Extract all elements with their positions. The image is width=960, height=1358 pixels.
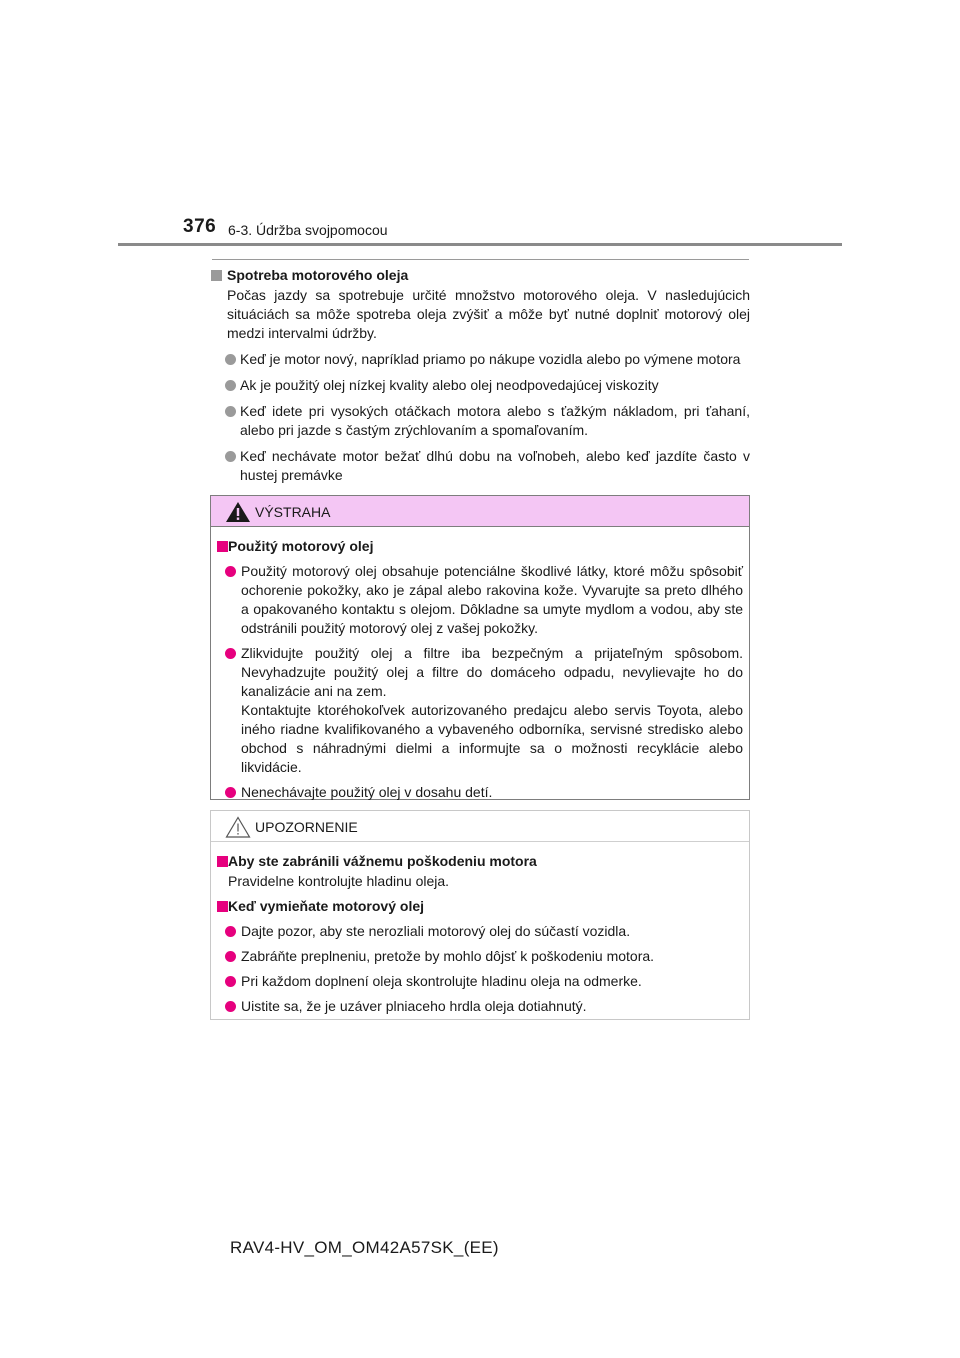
list-item bbox=[217, 972, 743, 991]
circle-bullet-icon bbox=[225, 380, 236, 391]
warning-bullet-list bbox=[217, 562, 743, 802]
circle-bullet-icon bbox=[225, 787, 236, 798]
list-item-text: Ak je použitý olej nízkej kvality alebo olej neodpovedajúcej viskozity bbox=[240, 377, 659, 393]
content-top-rule bbox=[212, 259, 749, 260]
notice-heading-1-text: Aby ste zabránili vážnemu poškodeniu motora bbox=[228, 853, 537, 869]
list-item-text: Dajte pozor, aby ste nerozliali motorový olej do súčastí vozidla. bbox=[241, 923, 631, 939]
list-item-text: Keď nechávate motor bežať dlhú dobu na voľnobeh, alebo keď jazdíte často v hustej premávke bbox=[240, 448, 750, 483]
list-item-text: Uistite sa, že je uzáver plniaceho hrdla oleja dotiahnutý. bbox=[241, 998, 587, 1014]
notice-bullet-list bbox=[217, 922, 743, 1016]
list-item-text: Keď idete pri vysokých otáčkach motora alebo s ťažkým nákladom, pri ťahaní, alebo pri jazde s častým zrýchlovaním a spomaľovaním. bbox=[240, 403, 750, 438]
list-item bbox=[210, 402, 750, 440]
notice-heading-1 bbox=[217, 852, 743, 871]
section-title: 6-3. Údržba svojpomocou bbox=[228, 222, 388, 238]
intro-bullet-list bbox=[210, 350, 750, 485]
intro-heading bbox=[210, 266, 750, 285]
warning-triangle-icon bbox=[225, 501, 251, 523]
square-bullet-icon bbox=[211, 270, 222, 281]
notice-box bbox=[210, 810, 750, 1020]
warning-box bbox=[210, 495, 750, 800]
notice-label: UPOZORNENIE bbox=[255, 819, 358, 835]
warning-heading-text: Použitý motorový olej bbox=[228, 538, 374, 554]
warning-heading bbox=[217, 537, 743, 556]
list-item bbox=[217, 644, 743, 777]
circle-bullet-icon bbox=[225, 951, 236, 962]
notice-paragraph-1: Pravidelne kontrolujte hladinu oleja. bbox=[228, 873, 450, 889]
list-item bbox=[217, 783, 743, 802]
list-item-text: Použitý motorový olej obsahuje potenciálne škodlivé látky, ktoré môžu spôsobiť ochorenie pokožky, ako je zápal alebo rakovina kože. Vyvarujte sa preto dlhého a opakovaného kontaktu s olejom. Dôkladne sa umyte mydlom a vodou, aby ste odstránili použitý motorový olej z vašej pokožky. bbox=[241, 563, 743, 636]
list-item bbox=[217, 922, 743, 941]
list-item-text: Keď je motor nový, napríklad priamo po nákupe vozidla alebo po výmene motora bbox=[240, 351, 741, 367]
list-item bbox=[210, 350, 750, 369]
notice-heading-2 bbox=[217, 897, 743, 916]
circle-bullet-icon bbox=[225, 406, 236, 417]
circle-bullet-icon bbox=[225, 648, 236, 659]
square-bullet-icon bbox=[217, 856, 228, 867]
document-code: RAV4-HV_OM_OM42A57SK_(EE) bbox=[230, 1238, 499, 1257]
warning-header bbox=[211, 496, 749, 527]
circle-bullet-icon bbox=[225, 926, 236, 937]
header-rule bbox=[118, 243, 842, 246]
list-item bbox=[217, 947, 743, 966]
notice-heading-2-text: Keď vymieňate motorový olej bbox=[228, 898, 425, 914]
intro-section bbox=[210, 266, 750, 485]
circle-bullet-icon bbox=[225, 1001, 236, 1012]
intro-heading-text: Spotreba motorového oleja bbox=[227, 267, 409, 283]
intro-paragraph: Počas jazdy sa spotrebuje určité množstvo motorového oleja. V nasledujúcich situáciách sa môže spotreba oleja zvýšiť a môže byť nutné doplniť motorový olej medzi intervalmi údržby. bbox=[227, 287, 750, 341]
warning-label: VÝSTRAHA bbox=[255, 504, 331, 520]
list-item bbox=[210, 376, 750, 395]
circle-bullet-icon bbox=[225, 451, 236, 462]
caution-triangle-icon bbox=[225, 816, 251, 838]
circle-bullet-icon bbox=[225, 566, 236, 577]
list-item-text: Nenechávajte použitý olej v dosahu detí. bbox=[241, 784, 493, 800]
square-bullet-icon bbox=[217, 541, 228, 552]
notice-header bbox=[211, 811, 749, 842]
circle-bullet-icon bbox=[225, 976, 236, 987]
square-bullet-icon bbox=[217, 901, 228, 912]
list-item bbox=[210, 447, 750, 485]
list-item-text: Zlikvidujte použitý olej a filtre iba bezpečným a prijateľným spôsobom. Nevyhadzujte použitý olej a filtre do domáceho odpadu, nevylievajte ho do kanalizácie ani na zem. Kontaktujte ktoréhokoľvek autorizovaného predajcu alebo servis Toyota, alebo iného riadne kvalifikovaného a vybaveného odborníka, servisné stredisko alebo obchod s náhradnými dielmi a informujte sa o možnosti recyklácie alebo likvidácie. bbox=[241, 645, 743, 775]
warning-body bbox=[211, 527, 749, 802]
circle-bullet-icon bbox=[225, 354, 236, 365]
page-number: 376 bbox=[183, 216, 217, 237]
notice-body bbox=[211, 842, 749, 1016]
list-item-text: Pri každom doplnení oleja skontrolujte hladinu oleja na odmerke. bbox=[241, 973, 642, 989]
list-item-text: Zabráňte preplneniu, pretože by mohlo dôjsť k poškodeniu motora. bbox=[241, 948, 655, 964]
list-item bbox=[217, 562, 743, 638]
list-item bbox=[217, 997, 743, 1016]
